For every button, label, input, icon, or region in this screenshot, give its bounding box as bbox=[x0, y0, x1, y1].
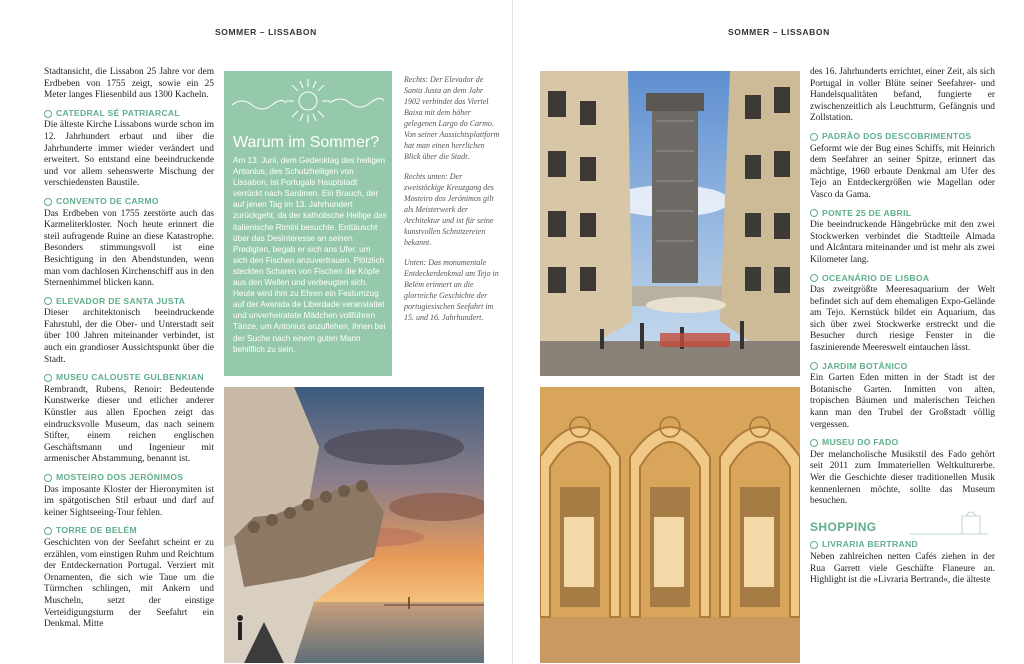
running-header-right: SOMMER – LISSABON bbox=[728, 27, 830, 37]
right-page bbox=[513, 0, 1024, 664]
section-text: Das Erdbeben von 1755 zerstörte auch das Karmeliterkloster. Noch heute erinnert die steil aufragende Ruine an diese Katastrophe. Besonders stimmungsvoll ist eine Besichtigung in den Abendstunden, wenn man vom dachlosen Kirchenschiff aus in den Sternenhimmel blicken kann. bbox=[44, 208, 214, 289]
section-title: MOSTEIRO DOS JERÓNIMOS bbox=[56, 472, 184, 482]
section-text: Dieser architektonisch beeindruckende Fahrstuhl, der die Ober- und Unterstadt seit über 100 Jahren miteinander verbindet, ist auch ein grandioser Aussichtspunkt über die Stadt. bbox=[44, 308, 214, 365]
section-heading bbox=[44, 472, 214, 484]
section-heading bbox=[44, 525, 214, 537]
circle-bullet-icon bbox=[810, 362, 818, 370]
section-heading bbox=[44, 108, 214, 120]
section-text: Ein Garten Eden mitten in der Stadt ist der Botanische Garten. Inmitten von alten, tropischen Bäumen und malerischen Teichen kann man den Trubel der Großstadt völlig vergessen. bbox=[810, 373, 995, 430]
sun-icon bbox=[224, 75, 392, 131]
section-heading bbox=[44, 196, 214, 208]
section-text: Rembrandt, Rubens, Renoir: Bedeutende Kunstwerke dieser und etlicher anderer Künstler aus allen Epochen zeigt das eindrucksvolle Museum, das nach seinem Stifter, einem reichen englischen Geschäftsmann und Ingenieur mit armenischer Abstammung, benannt ist. bbox=[44, 384, 214, 465]
section-text: Geschichten von der Seefahrt scheint er zu erzählen, vom einstigen Ruhm und Reichtum der Entdeckernation Portugal. Verziert mit Ornamenten, die sich wie Taue um die Türmchen schlingen, mit Ankern und Muscheln, setzt der einstige Verteidigungsturm der Seefahrt ein Denkmal. Mitte bbox=[44, 537, 214, 630]
sidebar-title: Warum im Sommer? bbox=[233, 134, 380, 151]
intro-paragraph: Stadtansicht, die Lissabon 25 Jahre vor dem Erdbeben von 1755 zeigt, sowie ein 25 Meter langes Fliesenbild aus 1300 Kacheln. bbox=[44, 67, 214, 101]
section-title: PONTE 25 DE ABRIL bbox=[822, 207, 912, 218]
shopping-bag-icon bbox=[910, 508, 988, 538]
section-title: CONVENTO DE CARMO bbox=[56, 195, 159, 206]
section-heading bbox=[810, 437, 995, 449]
photo-jeronimos-cloister bbox=[540, 387, 800, 663]
circle-bullet-icon bbox=[44, 374, 52, 382]
section-title: MUSEU CALOUSTE GULBENKIAN bbox=[56, 372, 204, 383]
section-text: Die beeindruckende Hängebrücke mit den zwei Stockwerken verbindet die Stadtteile Almada und Alcântara miteinander und ist mehr als zwei Kilometer lang. bbox=[810, 220, 995, 265]
section-title: ELEVADOR DE SANTA JUSTA bbox=[56, 295, 186, 306]
circle-bullet-icon bbox=[810, 133, 818, 141]
circle-bullet-icon bbox=[810, 209, 818, 217]
caption-padrao: Unten: Das monumentale Entdeckerdenkmal am Tejo in Belém erinnert an die glorreiche Geschichte der portugiesischen Seefahrt im 15. und 16. Jahrhundert. bbox=[404, 258, 499, 322]
section-title: TORRE DE BELÉM bbox=[56, 525, 137, 536]
section-title: PADRÃO DOS DESCOBRIMENTOS bbox=[822, 130, 972, 141]
section-title: LIVRARIA BERTRAND bbox=[822, 539, 918, 550]
section-heading bbox=[810, 539, 995, 551]
photo-elevador-santa-justa bbox=[540, 71, 800, 376]
caption-santa-justa: Rechts: Der Elevador de Santa Justa an dem Jahr 1902 verbindet das Viertel Baixa mit dem höher gelegenen Largo do Carmo. Von seiner Aussichtsplattform hat man einen herrlichen Blick über die Stadt. bbox=[404, 75, 500, 161]
left-text-column bbox=[44, 67, 214, 636]
circle-bullet-icon bbox=[44, 474, 52, 482]
why-summer-sidebar bbox=[224, 71, 392, 376]
photo-padrao-dos-descobrimentos bbox=[224, 387, 484, 663]
shopping-heading-label: SHOPPING bbox=[810, 519, 877, 534]
shopping-heading bbox=[810, 519, 995, 534]
circle-bullet-icon bbox=[44, 198, 52, 206]
circle-bullet-icon bbox=[44, 110, 52, 118]
section-title: MUSEU DO FADO bbox=[822, 437, 899, 448]
section-title: JARDIM BOTÂNICO bbox=[822, 360, 908, 371]
section-text: Die älteste Kirche Lissabons wurde schon im 12. Jahrhundert erbaut und über die Jahrhunderte immer wieder verändert und erweitert. So entstand eine beeindruckende und vor allem sehenswerte Mischung der verschiedensten Baustile. bbox=[44, 120, 214, 189]
circle-bullet-icon bbox=[810, 541, 818, 549]
section-text: Das zweitgrößte Meeresaquarium der Welt befindet sich auf dem ehemaligen Expo-Gelände am Tejo. Kernstück bildet ein Aquarium, das sich über zwei Stockwerke erstreckt und die Besucher durch riesige Fenster in die faszinierende Meereswelt eintauchen lässt. bbox=[810, 285, 995, 354]
section-text: Geformt wie der Bug eines Schiffs, mit Heinrich dem Seefahrer an seiner Spitze, erinnert das mächtige, 1960 erbaute Denkmal am Ufer des Tejo an Entdeckergrößen wie Magellan oder Vasco da Gama. bbox=[810, 143, 995, 200]
running-header-left: SOMMER – LISSABON bbox=[215, 27, 317, 37]
circle-bullet-icon bbox=[810, 439, 818, 447]
section-heading bbox=[810, 361, 995, 373]
section-heading bbox=[44, 372, 214, 384]
section-heading bbox=[810, 131, 995, 143]
continued-paragraph: des 16. Jahrhunderts errichtet, einer Zeit, als sich Portugal in voller Blüte seiner Seefahrer- und Handelsqualitäten befand, fungierte er zwischenzeitlich als Leuchtturm, Gefängnis und Zollstation. bbox=[810, 67, 995, 124]
right-text-column bbox=[810, 67, 995, 592]
section-heading bbox=[810, 273, 995, 285]
circle-bullet-icon bbox=[44, 527, 52, 535]
caption-jeronimos: Rechts unten: Der zweistöckige Kreuzgang des Mosteiro dos Jerónimos gilt als Meisterwerk der Architektur und ist für seine kunstvollen Schnitzereien bekannt. bbox=[404, 172, 494, 247]
photo-captions bbox=[404, 74, 500, 332]
section-title: OCEANÁRIO DE LISBOA bbox=[822, 272, 930, 283]
section-title: CATEDRAL SÉ PATRIARCAL bbox=[56, 107, 180, 118]
section-heading bbox=[810, 208, 995, 220]
sidebar-text: Am 13. Juni, dem Gedenktag des heiligen Antonius, des Schutzheiligen von Lissabon, ist Portugals Hauptstadt verrückt nach Sardinen. Ein Brauch, der auf jenen Tag im 13. Jahrhundert zurückgeht, da der katholische Heilige das italienische Rimini besuchte. Enttäuscht über das Desinteresse an seinen Predigten, begab er sich ans Ufer, um sich den Fischen anzuvertrauen. Plötzlich steckten Scharen von Fischen die Köpfe aus den Wellen und verbeugten sich. Heute wird ihm zu Ehren ein Festumzug auf der Avenida de Liberdade veranstaltet und unverheiratete Mädchen vollführen Tänze, um Antonius anzuflehen, ihnen bei der Suche nach einem guten Mann behilflich zu sein. bbox=[233, 156, 387, 354]
section-heading bbox=[44, 296, 214, 308]
section-text: Das imposante Kloster der Hieronymiten ist im spätgotischen Stil erbaut und darf auf keiner Sightseeing-Tour fehlen. bbox=[44, 484, 214, 518]
circle-bullet-icon bbox=[810, 274, 818, 282]
section-text: Der melancholische Musikstil des Fado gehört seit 2011 zum Immateriellen Weltkulturerbe. Wer die Geschichte dieser traditionellen Musik kennenlernen möchte, sollte das Museum besuchen. bbox=[810, 449, 995, 507]
section-text: Neben zahlreichen netten Cafés ziehen in der Rua Garrett viele Geschäfte Flaneure an. Highlight ist die »Livraria Bertrand«, die älteste bbox=[810, 551, 995, 586]
circle-bullet-icon bbox=[44, 297, 52, 305]
